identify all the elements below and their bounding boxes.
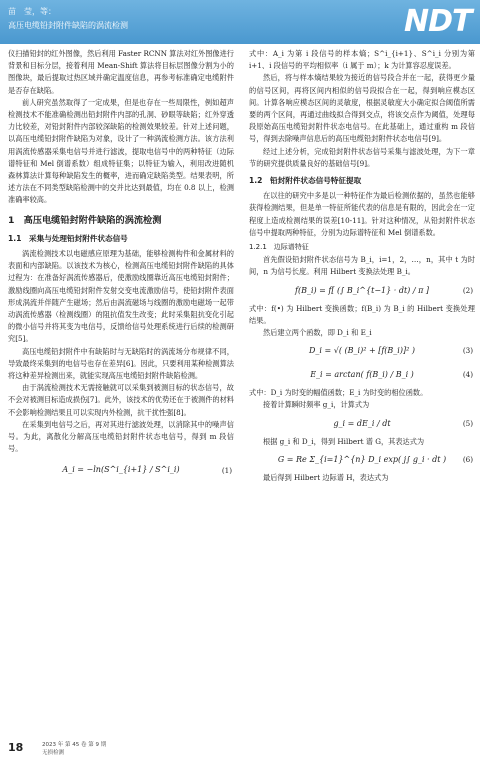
journal-logo (404, 4, 470, 40)
equation-body: f(B_i) = f[ (∫ B_i^{t−1} · dt) / π ] (294, 285, 429, 295)
right-column (249, 48, 475, 484)
equation-number: (1) (221, 465, 232, 475)
equation-number: (2) (462, 285, 473, 295)
equation-number: (5) (462, 418, 473, 428)
paragraph: 经过上述分析，完成铅封附件状态信号采集与滤波处理，为下一章节的研究提供质量良好的基础信号[9]。 (249, 146, 475, 168)
equation-5 (249, 412, 475, 436)
equation-number: (3) (462, 346, 473, 356)
paragraph: 根据 g_i 和 D_i，得到 Hilbert 谱 G，其表达式为 (263, 436, 425, 446)
paragraph: 前人研究虽然取得了一定成果，但是也存在一些局限性，例如超声检测技术不能准确检测出铅封附件内部的孔洞、砂眼等缺陷；红外穿透力比较差，对铅封附件内部较深缺陷的检测效果较差。针对上述问题，以高压电缆铅封附件缺陷为对象，设计了一种涡流检测方法。该方法利用涡流传感器采集电信号并进行滤波，提取电信号中的两种特征（边际谱特征和 Mel 倒谱系数）组成特征集；以特征为输入，利用改进随机森林算法计算每种缺陷发生的概率，进而确定缺陷类型。结果表明，所述方法在不同类型缺陷检测中的交并比达到最值，均在 0.8 以上，检测准确率较高。 (8, 97, 234, 205)
subsection-heading: 1.2 铅封附件状态信号特征提取 (249, 176, 362, 186)
equation-1 (8, 456, 234, 486)
running-head-authors: 苗 莹，等： (8, 7, 56, 16)
paragraph: 然后建立两个函数，即 D_i 和 E_i (263, 328, 372, 338)
section-heading: 1 高压电缆铅封附件缺陷的涡流检测 (8, 214, 162, 226)
paragraph: 式中：f(•) 为 Hilbert 变换函数；f(B_i) 为 B_i 的 Hilbert 变换处理结果。 (249, 303, 475, 325)
equation-body: D_i = √( (B_i)² + [f(B_i)]² ) (309, 346, 415, 356)
paragraph: 在以往的研究中多是以一种特征作为最后检测依据的，虽然也能够获得检测结果，但是单一特征所能代表的信息是有限的，因此会在一定程度上造成检测结果的误差[10-11]。针对这种情况，从铅封附件状态信号中提取两种特征，分别为边际谱特征和 Mel 倒谱系数。 (249, 191, 475, 237)
paragraph: 高压电缆铅封附件中有缺陷时与无缺陷时的涡流场分布规律不同，导致最终采集到的电信号也存在差异[6]。因此，只要利用某种检测算法将这种差异检测出来，就能实现高压电缆铅封附件缺陷检测。 (8, 346, 234, 381)
logo-text: NDT (404, 4, 472, 39)
equation-4 (249, 363, 475, 387)
paragraph: 最后得到 Hilbert 边际谱 H，表达式为 (263, 472, 389, 482)
equation-2 (249, 279, 475, 303)
paragraph: 在采集到电信号之后，再对其进行滤波处理，以消除其中的噪声信号。为此，离散化分解高压电缆铅封附件状态电信号，得到 m 段信号。 (8, 419, 234, 454)
equation-body: G = Re Σ_{i=1}^{n} D_i exp( j∫ g_i · dt ) (277, 454, 447, 464)
equation-3 (249, 339, 475, 363)
equation-number: (4) (462, 370, 473, 380)
paragraph: 由于涡流检测技术无需接触就可以采集到被测目标的状态信号，故不会对被测目标造成损伤[7]。此外，该技术的优势还在于被测件的材料不会影响检测结果且可以实现内外检测，抗干扰性强[8]。 (8, 383, 234, 417)
footer-issue-info (42, 741, 106, 757)
paragraph: 仪扫描铅封的红外图像，然后利用 Faster RCNN 算法对红外图像进行背景和目标分层，接着利用 Mean-Shift 算法将目标层图像分割为小的图像块，最后提取过热区域并确定温度信息，再参考标准确定电缆附件是否存在缺陷。 (8, 49, 234, 95)
paragraph: 然后，将与样本熵结果较为接近的信号段合并在一起，获得更少量的信号区间，再将区间内相似的信号段拟合在一起，得到响应模态区间。计算各响应模态区间的灵敏度，根据灵敏度大小确定拟合阈值所需要的两个区间，再通过曲线拟合得到交点，将该交点作为阈值，处理每段原始高压电缆铅封附件状态电信号。在此基础上，通过重构 m 段信号，得到去除噪声信息后的高压电缆铅封附件状态电信号[9]。 (249, 73, 475, 144)
equation-body: g_i = dE_i / dt (333, 418, 391, 428)
subsection-heading: 1.1 采集与处理铅封附件状态信号 (8, 233, 128, 243)
paragraph: 式中：A_i 为第 i 段信号的样本熵；S^i_{i+1}、S^i_i 分别为第 i+1、i 段信号的平均相似率（i 属于 m）；k 为计算容忍度误差。 (249, 49, 475, 71)
paragraph: 式中：D_i 为时变的幅值函数；E_i 为时变的相位函数。 (249, 388, 428, 398)
paragraph: 接着计算瞬时频率 g_i，计算式为 (263, 400, 370, 410)
page-number: 18 (8, 741, 24, 754)
equation-6 (249, 448, 475, 472)
running-head-title: 高压电缆铅封附件缺陷的涡流检测 (8, 21, 128, 30)
subsubsection-heading: 1.2.1 边际谱特征 (249, 243, 309, 252)
issue-line: 2023 年 第 45 卷 第 9 期 (42, 742, 107, 748)
equation-body: A_i = −ln(S^i_{i+1} / S^i_i) (62, 465, 180, 475)
paragraph: 涡流检测技术以电磁感应原理为基础，能够检测构件和金属材料的表面和内部缺陷。以该技术为核心，检测高压电缆铅封附件缺陷的具体过程为：在准备好涡流传感器后，使激励线圈靠近高压电缆铅封附件；激励线圈向高压电缆铅封附件发射交变电流激励信号，使铅封附件表面形成涡流并伴随产生磁场；然后由涡流磁场与线圈的激励电磁场一起带动涡流传感器（检测线圈）的阻抗值发生改变；此时采集阻抗变化引起的微小信号并将其变为电信号，反馈给信号处理系统进行后续的检测研究[5]。 (8, 249, 234, 344)
equation-body: E_i = arctan( f(B_i) / B_i ) (310, 370, 414, 380)
paragraph: 首先假设铅封附件状态信号为 B_i，i=1，2，…，n，其中 t 为时间，n 为信号长度。利用 Hilbert 变换法处理 B_i。 (249, 255, 475, 277)
equation-number: (6) (462, 454, 473, 464)
left-column (8, 48, 234, 486)
journal-name: 无损检测 (42, 750, 65, 756)
